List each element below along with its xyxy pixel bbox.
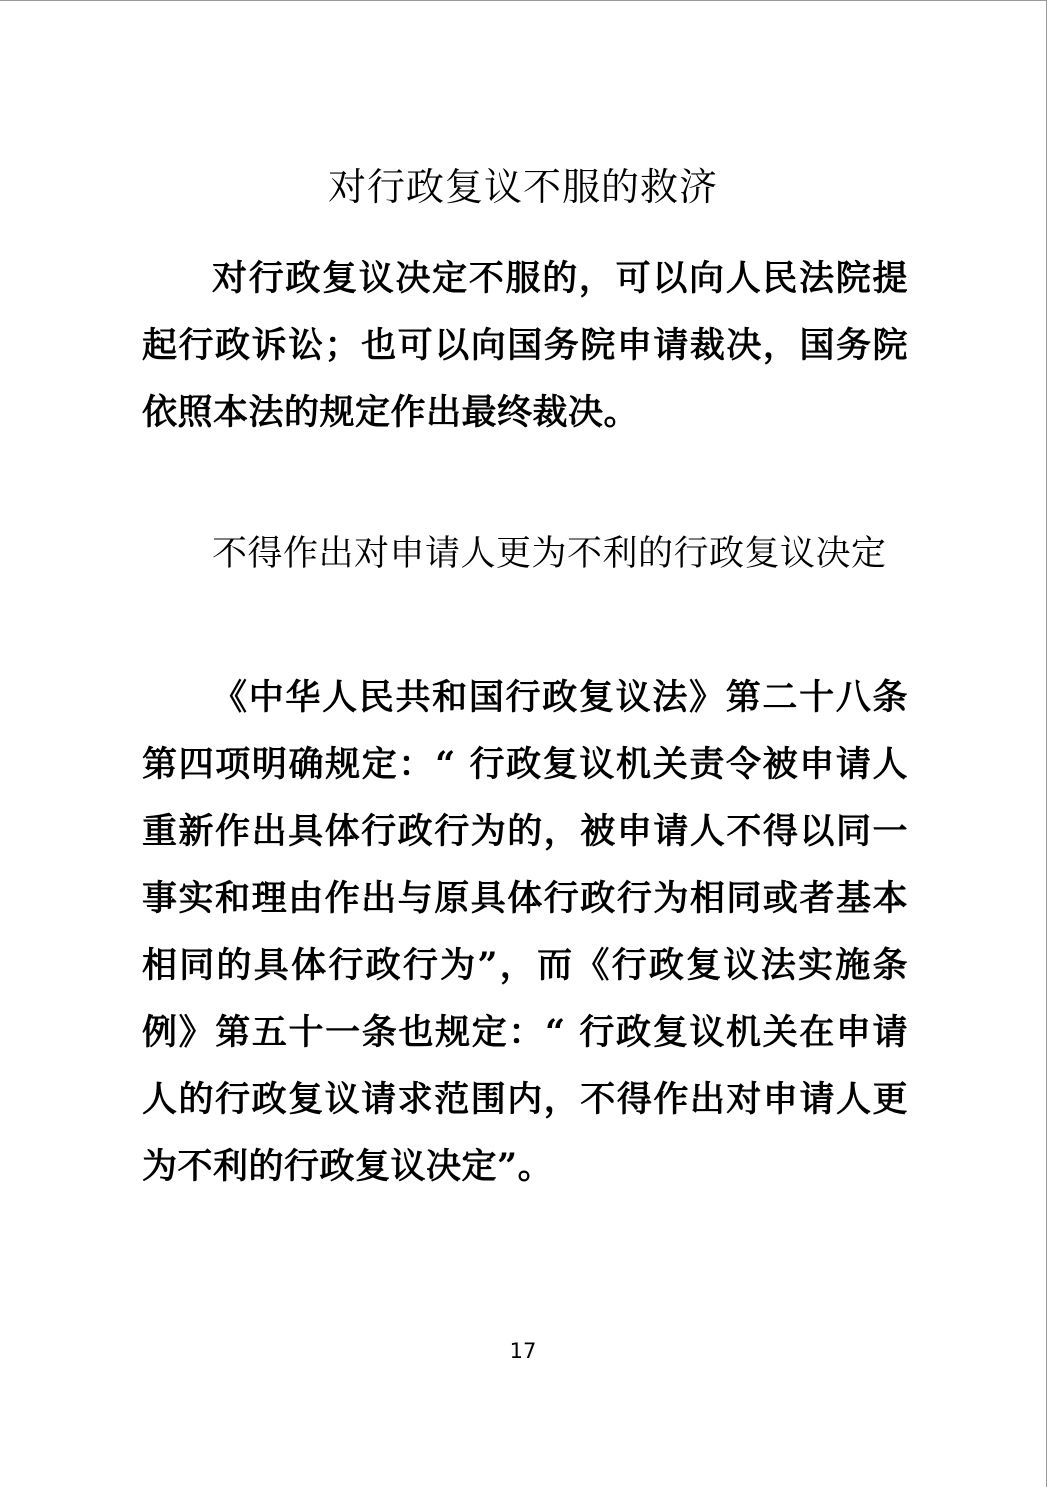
paragraph-remedy: 对行政复议决定不服的，可以向人民法院提起行政诉讼；也可以向国务院申请裁决，国务院依照本法的规定作出最终裁决。 [142,258,908,433]
page-title: 对行政复议不服的救济 [327,165,718,209]
section-subheading: 不得作出对申请人更为不利的行政复议决定 [212,534,887,574]
page-number: 17 [509,1339,537,1363]
paragraph-legal-basis: 《中华人民共和国行政复议法》第二十八条第四项明确规定：“ 行政复议机关责令被申请人重新作出具体行政行为的，被申请人不得以同一事实和理由作出与原具体行政行为相同或者基本相同的具体行政行为”，而《行政复议法实施条例》第五十一条也规定：“ 行政复议机关在申请人的行政复议请求范围内，不得作出对申请人更为不利的行政复议决定”。 [142,677,908,1187]
